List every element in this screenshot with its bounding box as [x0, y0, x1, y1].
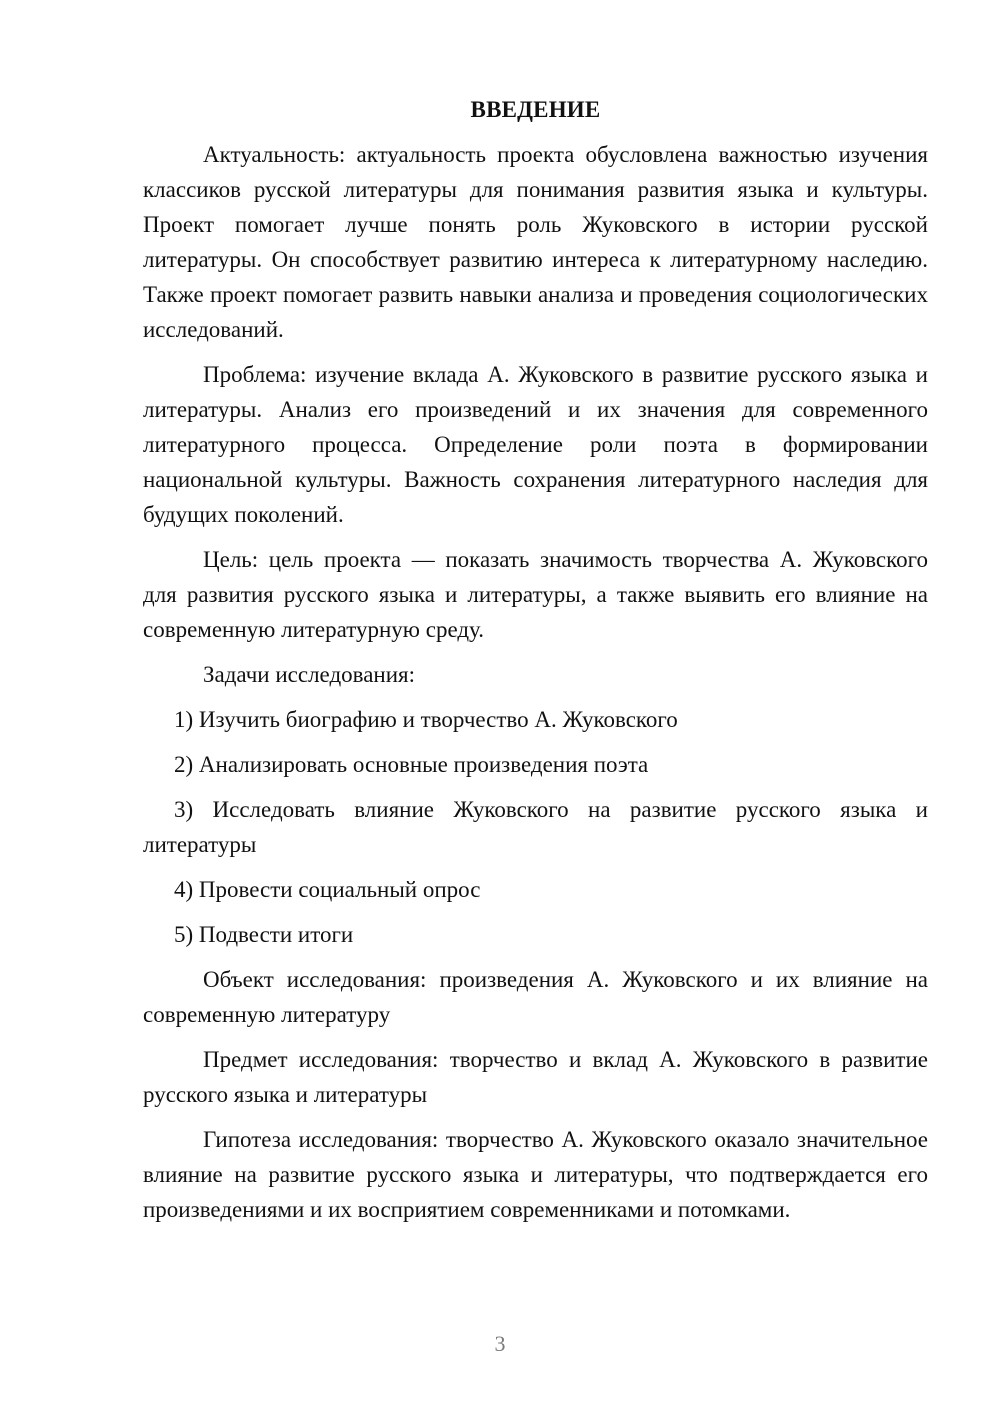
list-item: 2) Анализировать основные произведения поэта [174, 752, 649, 777]
tasks-heading: Задачи исследования: [203, 662, 416, 687]
list-item: 4) Провести социальный опрос [174, 877, 481, 902]
page-title: ВВЕДЕНИЕ [470, 97, 601, 122]
tasks-list [143, 702, 928, 952]
paragraph-object: Объект исследования: произведения А. Жуковского и их влияние на современную литературу [143, 967, 928, 1027]
paragraph-relevance: Актуальность: актуальность проекта обусловлена важностью изучения классиков русской литературы для понимания развития языка и культуры. Проект помогает лучше понять роль Жуковского в истории русской литературы. Он способствует развитию интереса к литературному наследию. Также проект помогает развить навыки анализа и проведения социологических исследований. [143, 142, 928, 342]
document-page [143, 95, 928, 1237]
page-number: 3 [494, 1331, 506, 1356]
paragraph-hypothesis: Гипотеза исследования: творчество А. Жуковского оказало значительное влияние на развитие русского языка и литературы, что подтверждается его произведениями и их восприятием современниками и потомками. [143, 1127, 928, 1222]
list-item: 1) Изучить биографию и творчество А. Жуковского [174, 707, 678, 732]
paragraph-subject: Предмет исследования: творчество и вклад А. Жуковского в развитие русского языка и литературы [143, 1047, 928, 1107]
list-item: 5) Подвести итоги [174, 922, 354, 947]
paragraph-problem: Проблема: изучение вклада А. Жуковского в развитие русского языка и литературы. Анализ его произведений и их значения для современного литературного процесса. Определение роли поэта в формировании национальной культуры. Важность сохранения литературного наследия для будущих поколений. [143, 362, 928, 527]
list-item: 3) Исследовать влияние Жуковского на развитие русского языка и литературы [143, 797, 928, 857]
paragraph-goal: Цель: цель проекта — показать значимость творчества А. Жуковского для развития русского языка и литературы, а также выявить его влияние на современную литературную среду. [143, 547, 928, 642]
